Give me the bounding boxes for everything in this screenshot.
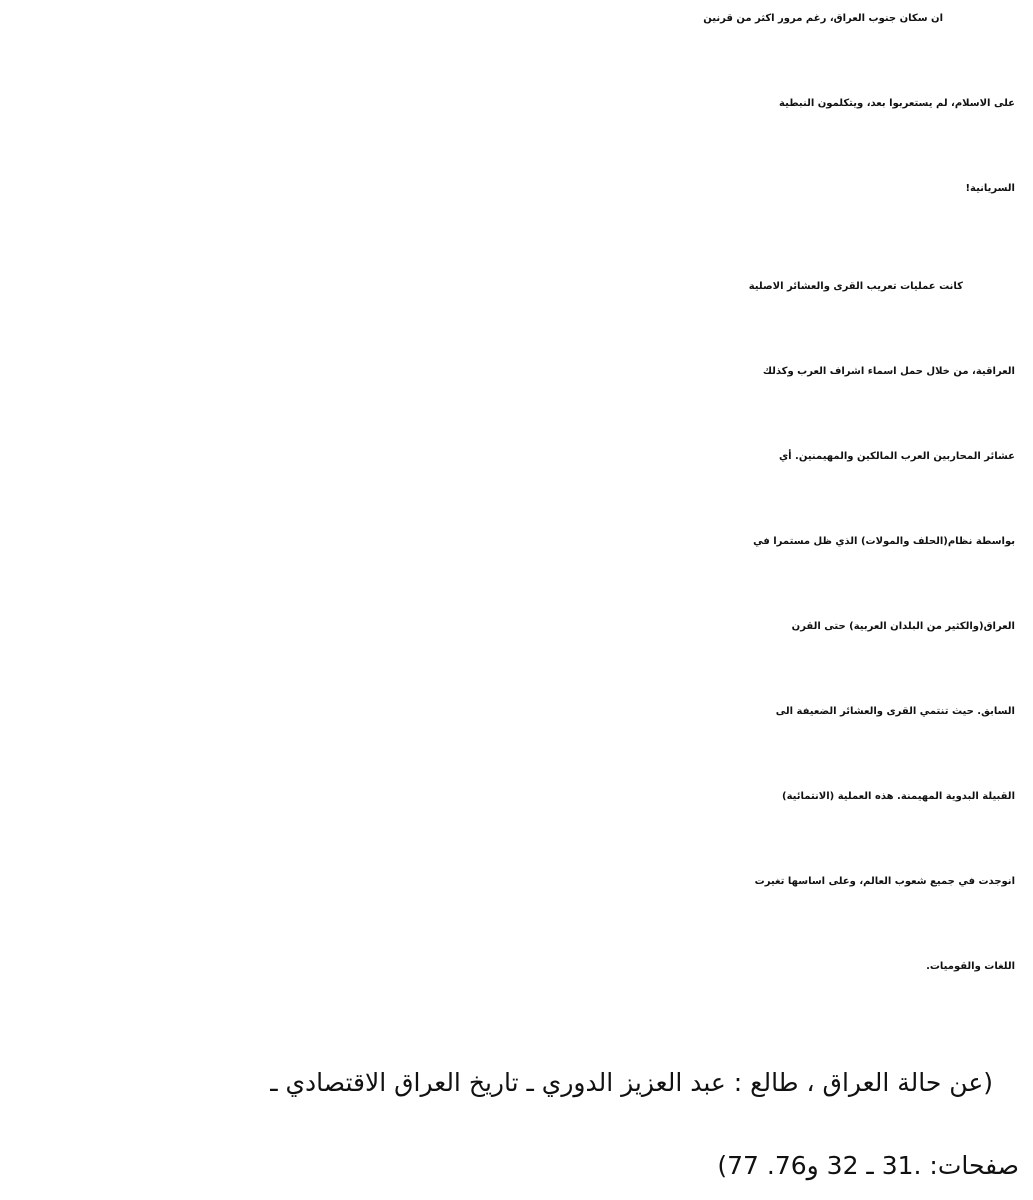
citation: (عن حالة العراق ، طالع : عبد العزيز الدوري ـ تاريخ العراق الاقتصادي ـ (270, 1068, 993, 1097)
text-line: انوجدت في جميع شعوب العالم، وعلى اساسها تغيرت (754, 876, 1015, 887)
text-line: العراقية، من خلال حمل اسماء اشراف العرب وكذلك (762, 366, 1015, 377)
text-line: العراق(والكثير من البلدان العربية) حتى القرن (791, 621, 1015, 632)
text-line: اللغات والقوميات. (926, 961, 1015, 972)
text-line: السابق. حيث تنتمي القرى والعشائر الضعيفة الى (775, 706, 1015, 717)
text-line: القبيلة البدوية المهيمنة. هذه العملية (الانتمائية) (782, 791, 1015, 802)
text-line: ان سكان جنوب العراق، رغم مرور اكثر من قرنين (703, 13, 943, 24)
paragraph-1 (12, 14, 1015, 269)
text-line: عشائر المحاربين العرب المالكين والمهيمنين. أي (778, 451, 1015, 462)
text-line: على الاسلام، لم يستعربوا بعد، ويتكلمون النبطية (779, 98, 1015, 109)
text-line: كانت عمليات تعريب القرى والعشائر الاصلية (748, 281, 963, 292)
paragraph-2 (12, 282, 1015, 1047)
text-line: بواسطة نظام(الحلف والمولات) الذي ظل مستمرا في (753, 536, 1015, 547)
text-line: السريانية! (965, 183, 1015, 194)
page-reference: صفحات: .31 ـ 32 و76. 77) (717, 1151, 1019, 1180)
